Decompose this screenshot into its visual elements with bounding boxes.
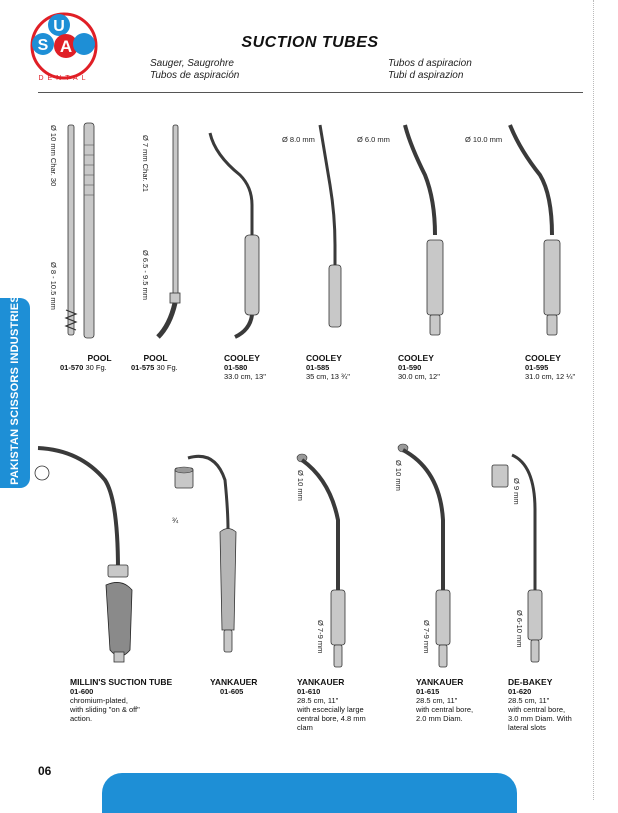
label-575-range: Ø 6.5 - 9.5 mm (141, 250, 150, 301)
logo-letter-a: A (59, 37, 73, 56)
product-01-575: POOL 01-575 30 Fg. (131, 353, 178, 372)
subtitle-german: Sauger, Saugrohre (150, 58, 234, 69)
logo-dental-text: DENTAL (38, 75, 90, 82)
product-01-585: COOLEY 01-585 35 cm, 13 ¾" (306, 353, 350, 381)
product-01-580: COOLEY 01-580 33.0 cm, 13" (224, 353, 266, 381)
page-number: 06 (38, 764, 52, 778)
label-570-range: Ø 8 - 10.5 mm (49, 262, 58, 310)
label-620-top: Ø 9 mm (512, 478, 521, 505)
label-595-diameter: Ø 10.0 mm (465, 135, 503, 144)
logo-letter-u: U (53, 18, 65, 35)
label-610-bottom: Ø 7-9 mm (316, 620, 325, 654)
label-590-diameter: Ø 6.0 mm (357, 135, 390, 144)
product-01-595: COOLEY 01-595 31.0 cm, 12 ¼" (525, 353, 576, 381)
label-620-bottom: Ø 6-10 mm (515, 610, 524, 648)
logo-letter-s: S (37, 37, 49, 54)
subtitle-italian: Tubi d aspirazion (388, 70, 464, 81)
subtitle-spanish: Tubos de aspiración (150, 70, 240, 81)
label-610-top: Ø 10 mm (296, 470, 305, 501)
product-01-590: COOLEY 01-590 30.0 cm, 12" (398, 353, 440, 381)
label-615-bottom: Ø 7-9 mm (422, 620, 431, 654)
instrument-illustrations-top (40, 115, 600, 355)
product-01-600: MILLIN'S SUCTION TUBE 01-600 chromium-plated, with sliding "on & off" action. (70, 677, 173, 723)
subtitle-portuguese: Tubos d aspiracion (388, 58, 472, 69)
product-01-610: YANKAUER 01-610 28.5 cm, 11" with escecially large central bore, 4.8 mm clam (297, 677, 366, 732)
product-01-570: POOL 01-570 30 Fg. (60, 353, 112, 372)
label-615-top: Ø 10 mm (394, 460, 403, 491)
product-01-605: YANKAUER 01-605 (210, 677, 258, 696)
usa-dental-logo (18, 10, 110, 84)
label-605-mark: ¾ (172, 516, 179, 525)
header-divider (38, 92, 583, 93)
footer-bar (102, 773, 517, 813)
page-title: SUCTION TUBES (241, 34, 379, 51)
product-01-620: DE-BAKEY 01-620 28.5 cm, 11" with central bore, 3.0 mm Diam. With lateral slots (508, 677, 572, 732)
label-570-diameter: Ø 10 mm Char. 30 (49, 125, 58, 187)
label-585-diameter: Ø 8.0 mm (282, 135, 315, 144)
side-tab-text: PAKISTAN SCISSORS INDUSTRIES (9, 295, 21, 485)
label-575-diameter: Ø 7 mm Char. 21 (141, 135, 150, 193)
product-01-615: YANKAUER 01-615 28.5 cm, 11" with central bore, 2.0 mm Diam. (416, 677, 474, 723)
